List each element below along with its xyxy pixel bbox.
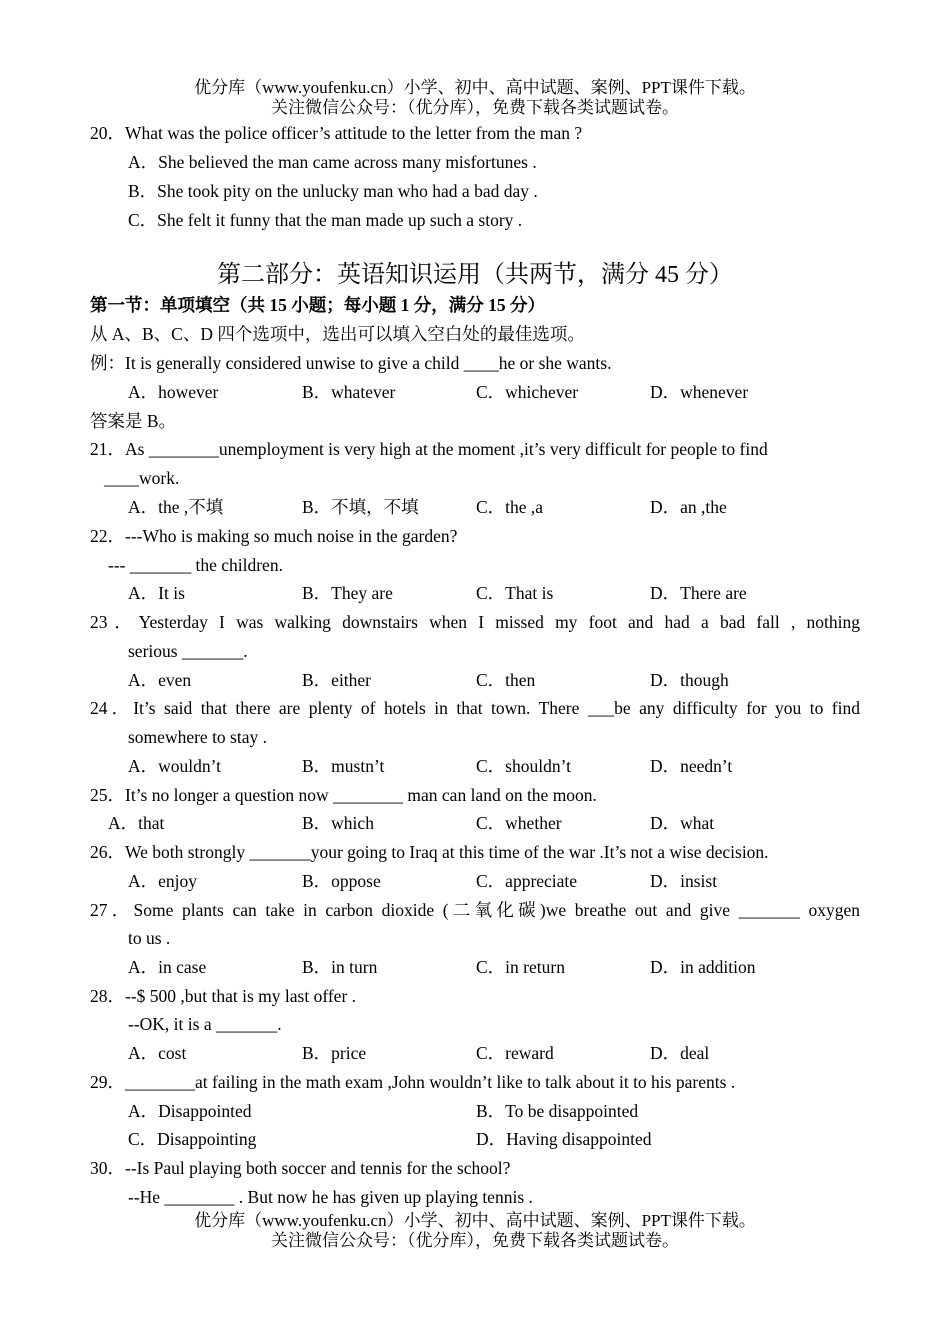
part2-title: 第二部分：英语知识运用（共两节，满分 45 分） [217, 262, 733, 288]
example-option-d: D．whenever [650, 382, 749, 402]
q20-option-b: B．She took pity on the unlucky man who had a bad day . [128, 181, 538, 201]
q20-option-a: A．She believed the man came across many misfortunes . [128, 152, 537, 172]
q27-stem-line-1: 27．Some plants can take in carbon dioxide (二氧化碳)we breathe out and give _______ oxygen [90, 900, 860, 920]
q26-option-d: D．insist [650, 871, 718, 891]
q27-option-c: C．in return [476, 957, 565, 977]
q23-option-b: B．either [302, 670, 372, 690]
q30-stem-line-2: --He ________ . But now he has given up playing tennis . [128, 1187, 533, 1207]
section1-title: 第一节：单项填空（共 15 小题；每小题 1 分，满分 15 分） [90, 295, 545, 315]
q23-stem-line-1: 23．Yesterday I was walking downstairs when I missed my foot and had a bad fall , nothing [90, 612, 860, 632]
q28-stem-line-2: --OK, it is a _______. [128, 1014, 282, 1034]
example-option-c: C．whichever [476, 382, 579, 402]
q28-option-a: A．cost [128, 1043, 187, 1063]
q29-option-c: C．Disappointing [128, 1129, 257, 1149]
q22-option-a: A．It is [128, 583, 185, 603]
q21-stem-line-2: ____work. [104, 468, 180, 488]
q22-stem-line-2: --- _______ the children. [108, 555, 283, 575]
q22-option-d: D．There are [650, 583, 747, 603]
q28-option-d: D．deal [650, 1043, 710, 1063]
q29-stem: 29．________at failing in the math exam ,John wouldn’t like to talk about it to his parents . [90, 1072, 736, 1092]
q28-option-c: C．reward [476, 1043, 554, 1063]
q26-stem: 26．We both strongly _______your going to Iraq at this time of the war .It’s not a wise decision. [90, 842, 769, 862]
q23-option-d: D．though [650, 670, 729, 690]
q28-stem-line-1: 28．--$ 500 ,but that is my last offer . [90, 986, 357, 1006]
q25-option-c: C．whether [476, 813, 562, 833]
header-line-1: 优分库（www.youfenku.cn）小学、初中、高中试题、案例、PPT课件下载。 [194, 78, 756, 97]
q25-stem: 25．It’s no longer a question now ________ man can land on the moon. [90, 785, 597, 805]
example-answer: 答案是 B。 [90, 411, 177, 431]
q30-stem-line-1: 30．--Is Paul playing both soccer and tennis for the school? [90, 1158, 511, 1178]
instruction: 从 A、B、C、D 四个选项中，选出可以填入空白处的最佳选项。 [90, 324, 585, 344]
q21-option-c: C．the ,a [476, 497, 544, 517]
q23-stem-line-2: serious _______. [128, 641, 248, 661]
q26-option-a: A．enjoy [128, 871, 198, 891]
q24-option-d: D．needn’t [650, 756, 733, 776]
q21-option-b: B．不填，不填 [302, 497, 419, 517]
q22-option-c: C．That is [476, 583, 554, 603]
q29-option-a: A．Disappointed [128, 1101, 252, 1121]
example-option-a: A．however [128, 382, 219, 402]
q21-option-d: D．an ,the [650, 497, 727, 517]
q24-option-a: A．wouldn’t [128, 756, 222, 776]
q26-option-b: B．oppose [302, 871, 381, 891]
q29-option-b: B．To be disappointed [476, 1101, 639, 1121]
q24-option-c: C．shouldn’t [476, 756, 571, 776]
q24-stem-line-2: somewhere to stay . [128, 727, 267, 747]
q22-stem-line-1: 22．---Who is making so much noise in the garden? [90, 526, 458, 546]
q24-option-b: B．mustn’t [302, 756, 385, 776]
q25-option-a: A．that [108, 813, 165, 833]
q24-stem-line-1: 24．It’s said that there are plenty of hotels in that town. There ___be any difficulty for you to find [90, 698, 860, 718]
footer-line-1: 优分库（www.youfenku.cn）小学、初中、高中试题、案例、PPT课件下载。 [194, 1211, 756, 1230]
page-header [0, 78, 950, 118]
q29-option-d: D．Having disappointed [476, 1129, 652, 1149]
example-option-b: B．whatever [302, 382, 396, 402]
q28-option-b: B．price [302, 1043, 367, 1063]
q27-option-b: B．in turn [302, 957, 378, 977]
q21-option-a: A．the ,不填 [128, 497, 224, 517]
q23-option-c: C．then [476, 670, 536, 690]
q27-option-d: D．in addition [650, 957, 756, 977]
header-line-2: 关注微信公众号：（优分库），免费下载各类试题试卷。 [271, 98, 679, 117]
example-stem: 例：It is generally considered unwise to give a child ____he or she wants. [90, 353, 612, 373]
q27-stem-line-2: to us . [128, 928, 171, 948]
q20-option-c: C．She felt it funny that the man made up such a story . [128, 210, 523, 230]
q25-option-b: B．which [302, 813, 374, 833]
q23-option-a: A．even [128, 670, 192, 690]
page-footer [0, 1211, 950, 1251]
q21-stem-line-1: 21．As ________unemployment is very high at the moment ,it’s very difficult for people to find [90, 439, 768, 459]
q22-option-b: B．They are [302, 583, 393, 603]
q27-option-a: A．in case [128, 957, 207, 977]
q20-stem: 20．What was the police officer’s attitude to the letter from the man ? [90, 123, 583, 143]
q26-option-c: C．appreciate [476, 871, 578, 891]
q25-option-d: D．what [650, 813, 715, 833]
footer-line-2: 关注微信公众号：（优分库），免费下载各类试题试卷。 [271, 1231, 679, 1250]
